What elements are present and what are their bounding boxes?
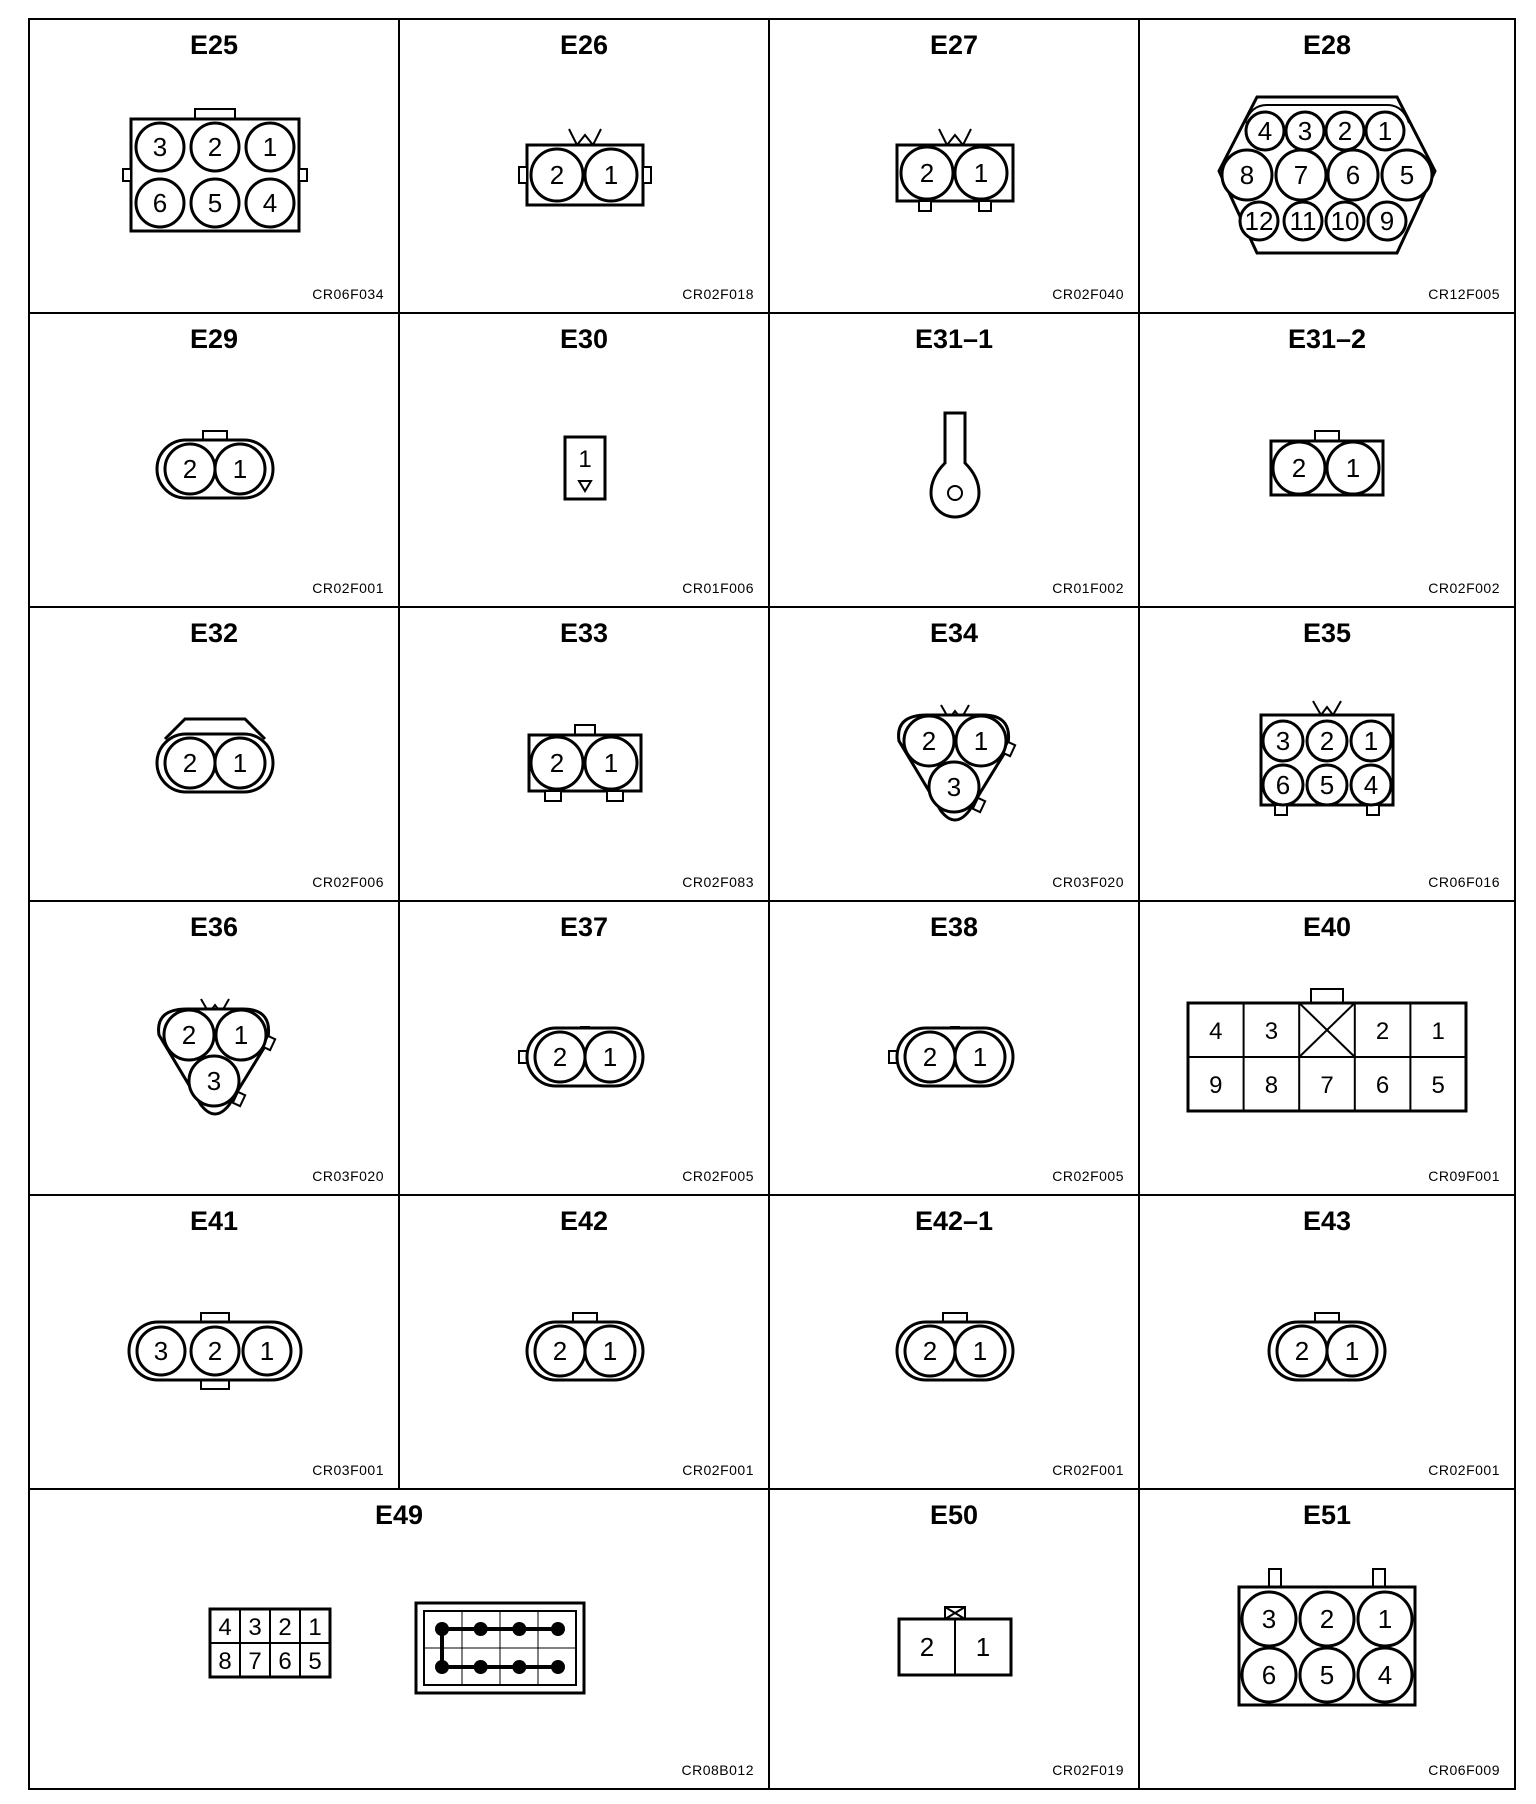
pin-label: 9 <box>1379 206 1395 236</box>
pin-label: 6 <box>1375 1072 1390 1099</box>
pin <box>1307 721 1347 761</box>
pin <box>955 1326 1005 1376</box>
pin-label: 5 <box>1319 1660 1335 1690</box>
connector-face-diagram <box>770 1490 1140 1788</box>
part-code: CR02F040 <box>1052 286 1124 302</box>
pin <box>1240 202 1278 240</box>
connector-face-diagram <box>30 1196 400 1490</box>
connector-face-diagram <box>30 902 400 1196</box>
pin-label: 2 <box>922 1336 938 1366</box>
pin-label: 1 <box>603 160 619 190</box>
pin-label: 2 <box>1337 116 1353 146</box>
pin <box>1358 1592 1412 1646</box>
pin <box>1366 112 1404 150</box>
pin-label: 1 <box>578 446 592 473</box>
connector-face-diagram <box>30 20 400 314</box>
connector-cell-e25 <box>30 20 400 314</box>
connector-face-diagram <box>1140 608 1514 902</box>
pin-label: 1 <box>259 1336 275 1366</box>
pin <box>535 1326 585 1376</box>
connector-face-diagram <box>770 314 1140 608</box>
pin-label: 5 <box>1319 770 1335 800</box>
connector-id: E40 <box>1302 912 1352 942</box>
connector-id: E31–1 <box>914 324 994 354</box>
pin-label: 2 <box>1319 726 1335 756</box>
pin-label: 6 <box>1261 1660 1277 1690</box>
pin <box>955 147 1007 199</box>
part-code: CR02F019 <box>1052 1762 1124 1778</box>
pin <box>1242 1592 1296 1646</box>
connector-id: E50 <box>929 1500 979 1530</box>
connector-id: E32 <box>189 618 239 648</box>
pin-label: 4 <box>262 188 278 218</box>
connector-cell-e41 <box>30 1196 400 1490</box>
pin <box>191 123 239 171</box>
connector-cell-e51 <box>1140 1490 1514 1788</box>
connector-id: E42–1 <box>914 1206 994 1236</box>
pin <box>1222 150 1272 200</box>
pin-label: 2 <box>919 1632 935 1662</box>
pin-label: 2 <box>1294 1336 1310 1366</box>
pin <box>1263 765 1303 805</box>
part-code: CR01F002 <box>1052 580 1124 596</box>
pin <box>905 1326 955 1376</box>
pin-label: 2 <box>182 454 198 484</box>
pin <box>136 179 184 227</box>
connector-cell-e26 <box>400 20 770 314</box>
connector-face-diagram <box>400 20 770 314</box>
pin <box>165 738 215 788</box>
pin-label: 6 <box>1275 770 1291 800</box>
pin <box>1327 1326 1377 1376</box>
connector-cell-e35 <box>1140 608 1514 902</box>
pin <box>1273 442 1325 494</box>
pin <box>535 1032 585 1082</box>
pin-label: 4 <box>1257 116 1273 146</box>
pin-label: 12 <box>1244 206 1274 236</box>
pin <box>531 149 583 201</box>
pin-label: 2 <box>552 1042 568 1072</box>
pin-label: 1 <box>972 1042 988 1072</box>
pin-label: 1 <box>1377 116 1393 146</box>
connector-face-diagram <box>400 608 770 902</box>
pin-label: 8 <box>1239 160 1255 190</box>
pin-label: 1 <box>603 748 619 778</box>
connector-face-diagram <box>400 314 770 608</box>
pin-label: 8 <box>1264 1072 1279 1099</box>
connector-cell-e27 <box>770 20 1140 314</box>
pin-label: 1 <box>1431 1018 1445 1045</box>
connector-cell-e40 <box>1140 902 1514 1196</box>
connector-cell-e38 <box>770 902 1140 1196</box>
connector-id: E29 <box>189 324 239 354</box>
pin-label: 2 <box>549 160 565 190</box>
pin-label: 2 <box>207 1336 223 1366</box>
pin-label: 1 <box>232 748 248 778</box>
pin <box>1263 721 1303 761</box>
pin <box>191 1327 239 1375</box>
pin-label: 10 <box>1330 206 1360 236</box>
pin-label: 7 <box>1293 160 1309 190</box>
pin <box>955 1032 1005 1082</box>
pin <box>243 1327 291 1375</box>
connector-cell-e43 <box>1140 1196 1514 1490</box>
connector-id: E51 <box>1302 1500 1352 1530</box>
pin <box>1286 112 1324 150</box>
pin-label: 1 <box>973 158 989 188</box>
pin <box>585 1326 635 1376</box>
connector-id: E49 <box>374 1500 424 1530</box>
pin-label: 1 <box>1377 1604 1393 1634</box>
connector-face-diagram <box>770 608 1140 902</box>
pin-label: 2 <box>181 1020 197 1050</box>
pin-label: 2 <box>278 1614 292 1641</box>
part-code: CR02F002 <box>1428 580 1500 596</box>
pin-label: 1 <box>1345 453 1361 483</box>
connector-id: E35 <box>1302 618 1352 648</box>
pin <box>956 716 1006 766</box>
pin <box>1300 1648 1354 1702</box>
part-code: CR06F034 <box>312 286 384 302</box>
connector-face-diagram <box>770 20 1140 314</box>
pin-label: 3 <box>1261 1604 1277 1634</box>
connector-cell-e29 <box>30 314 400 608</box>
pin-label: 2 <box>207 132 223 162</box>
pin <box>1326 112 1364 150</box>
part-code: CR02F005 <box>1052 1168 1124 1184</box>
pin <box>1326 202 1364 240</box>
part-code: CR02F001 <box>1428 1462 1500 1478</box>
connector-id: E42 <box>559 1206 609 1236</box>
pin <box>1307 765 1347 805</box>
pin-label: 3 <box>1297 116 1313 146</box>
connector-id: E27 <box>929 30 979 60</box>
connector-face-diagram <box>770 1196 1140 1490</box>
part-code: CR06F016 <box>1428 874 1500 890</box>
connector-face-diagram <box>30 608 400 902</box>
pin-label: 2 <box>549 748 565 778</box>
part-code: CR02F001 <box>312 580 384 596</box>
connector-id: E30 <box>559 324 609 354</box>
connector-cell-e37 <box>400 902 770 1196</box>
pin-label: 2 <box>1291 453 1307 483</box>
pin-label: 6 <box>152 188 168 218</box>
pin <box>189 1056 239 1106</box>
pin-label: 1 <box>233 1020 249 1050</box>
connector-cell-e28 <box>1140 20 1514 314</box>
connector-id: E34 <box>929 618 979 648</box>
connector-face-diagram <box>1140 1490 1514 1788</box>
pin <box>215 738 265 788</box>
pin-label: 3 <box>946 772 962 802</box>
connector-cell-e42 <box>400 1196 770 1490</box>
pin-label: 1 <box>1344 1336 1360 1366</box>
pin-label: 3 <box>1275 726 1291 756</box>
connector-grid <box>28 18 1516 1790</box>
pin-label: 1 <box>308 1614 322 1641</box>
pin-label: 3 <box>152 132 168 162</box>
connector-cell-e36 <box>30 902 400 1196</box>
pin <box>531 737 583 789</box>
pin-label: 5 <box>308 1648 322 1675</box>
pin-label: 1 <box>973 726 989 756</box>
connector-cell-e42-1 <box>770 1196 1140 1490</box>
pin <box>905 1032 955 1082</box>
pin-label: 1 <box>975 1632 991 1662</box>
pin <box>901 147 953 199</box>
pin-label: 3 <box>248 1614 262 1641</box>
part-code: CR02F001 <box>682 1462 754 1478</box>
part-code: CR02F018 <box>682 286 754 302</box>
pin-label: 4 <box>1363 770 1379 800</box>
pin-label: 7 <box>248 1648 262 1675</box>
pin <box>1328 150 1378 200</box>
part-code: CR03F020 <box>312 1168 384 1184</box>
pin <box>216 1010 266 1060</box>
connector-id: E43 <box>1302 1206 1352 1236</box>
pin-label: 11 <box>1289 206 1317 236</box>
pin-label: 1 <box>232 454 248 484</box>
connector-id: E38 <box>929 912 979 942</box>
pin-label: 5 <box>207 188 223 218</box>
pin <box>1327 442 1379 494</box>
pin-label: 3 <box>1264 1018 1279 1045</box>
pin-label: 8 <box>218 1648 232 1675</box>
pin <box>1242 1648 1296 1702</box>
pin <box>1382 150 1432 200</box>
pin-label: 2 <box>1375 1018 1390 1045</box>
pin <box>1351 765 1391 805</box>
pin <box>164 1010 214 1060</box>
pin-label: 2 <box>921 726 937 756</box>
part-code: CR02F001 <box>1052 1462 1124 1478</box>
pin <box>137 1327 185 1375</box>
connector-cell-e34 <box>770 608 1140 902</box>
connector-face-diagram <box>1140 902 1514 1196</box>
pin-label: 2 <box>182 748 198 778</box>
pin <box>246 123 294 171</box>
pin <box>904 716 954 766</box>
part-code: CR03F020 <box>1052 874 1124 890</box>
pin-label: 7 <box>1320 1072 1334 1099</box>
connector-cell-e33 <box>400 608 770 902</box>
part-code: CR09F001 <box>1428 1168 1500 1184</box>
connector-face-diagram <box>1140 20 1514 314</box>
connector-cell-e30 <box>400 314 770 608</box>
pin-label: 1 <box>1363 726 1379 756</box>
pin-label: 2 <box>1319 1604 1335 1634</box>
part-code: CR02F005 <box>682 1168 754 1184</box>
pin <box>1276 150 1326 200</box>
connector-face-diagram <box>770 902 1140 1196</box>
connector-cell-e31-1 <box>770 314 1140 608</box>
pin-label: 1 <box>972 1336 988 1366</box>
pin-label: 6 <box>278 1648 292 1675</box>
connector-id: E33 <box>559 618 609 648</box>
pin-label: 9 <box>1209 1072 1223 1099</box>
connector-face-diagram <box>1140 314 1514 608</box>
pin-label: 2 <box>922 1042 938 1072</box>
pin <box>246 179 294 227</box>
connector-id: E36 <box>189 912 239 942</box>
connector-id: E31–2 <box>1287 324 1367 354</box>
connector-face-diagram <box>1140 1196 1514 1490</box>
pin <box>1351 721 1391 761</box>
pin-label: 4 <box>218 1614 232 1641</box>
part-code: CR06F009 <box>1428 1762 1500 1778</box>
part-code: CR08B012 <box>681 1762 754 1778</box>
connector-cell-e49 <box>30 1490 770 1788</box>
part-code: CR03F001 <box>312 1462 384 1478</box>
pin <box>585 149 637 201</box>
pin-label: 2 <box>552 1336 568 1366</box>
connector-cell-e32 <box>30 608 400 902</box>
pin-label: 3 <box>153 1336 169 1366</box>
connector-face-diagram <box>400 902 770 1196</box>
pin <box>136 123 184 171</box>
connector-id: E26 <box>559 30 609 60</box>
pin <box>1300 1592 1354 1646</box>
connector-cell-e50 <box>770 1490 1140 1788</box>
pin <box>1246 112 1284 150</box>
connector-id: E25 <box>189 30 239 60</box>
pin-label: 4 <box>1209 1018 1223 1045</box>
pin-label: 5 <box>1399 160 1415 190</box>
pin <box>165 444 215 494</box>
connector-cell-e31-2 <box>1140 314 1514 608</box>
connector-face-diagram <box>30 1490 770 1788</box>
pin <box>585 737 637 789</box>
connector-face-diagram <box>30 314 400 608</box>
part-code: CR12F005 <box>1428 286 1500 302</box>
pin-label: 1 <box>602 1336 618 1366</box>
pin <box>585 1032 635 1082</box>
pin-label: 4 <box>1377 1660 1393 1690</box>
pin <box>215 444 265 494</box>
part-code: CR02F083 <box>682 874 754 890</box>
pin <box>1284 202 1322 240</box>
connector-id: E28 <box>1302 30 1352 60</box>
pin-label: 1 <box>262 132 278 162</box>
pin <box>929 762 979 812</box>
pin <box>1358 1648 1412 1702</box>
pin <box>1277 1326 1327 1376</box>
connector-id: E37 <box>559 912 609 942</box>
part-code: CR02F006 <box>312 874 384 890</box>
connector-id: E41 <box>189 1206 239 1236</box>
pin-label: 2 <box>919 158 935 188</box>
pin-label: 5 <box>1431 1072 1445 1099</box>
pin-label: 6 <box>1345 160 1361 190</box>
pin <box>191 179 239 227</box>
connector-face-diagram <box>400 1196 770 1490</box>
pin <box>1368 202 1406 240</box>
pin-label: 1 <box>602 1042 618 1072</box>
part-code: CR01F006 <box>682 580 754 596</box>
pin-label: 3 <box>206 1066 222 1096</box>
